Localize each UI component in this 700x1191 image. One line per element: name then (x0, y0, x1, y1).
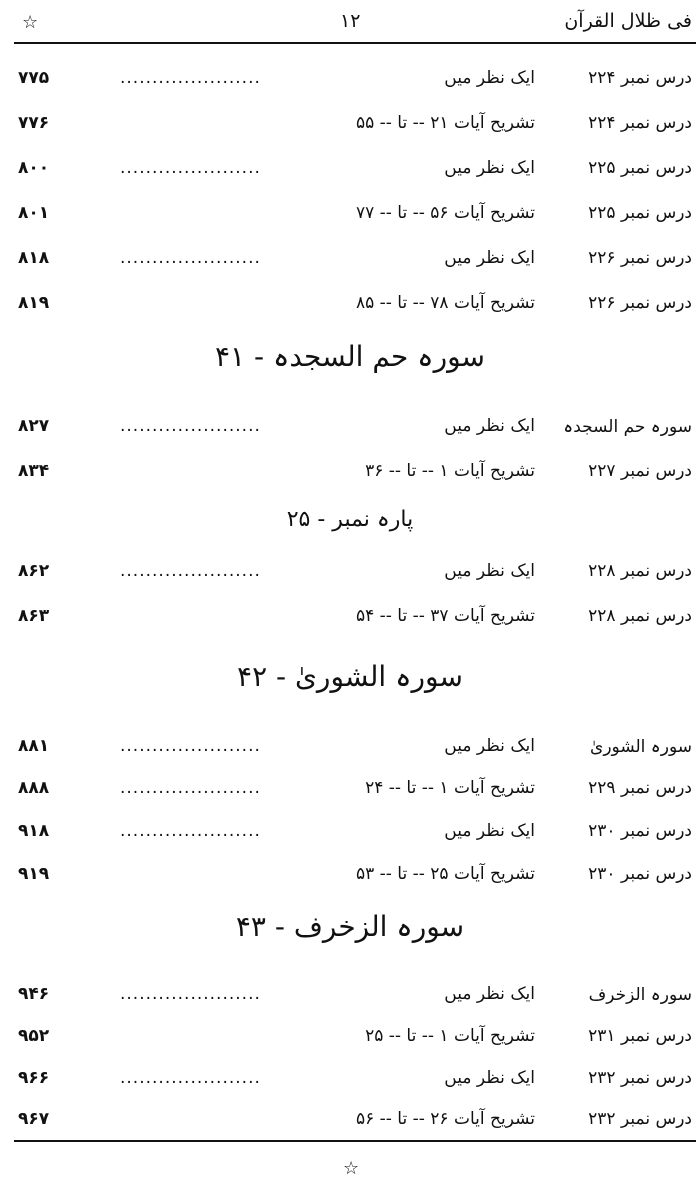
lesson-label: درس نمبر ۲۳۰ (588, 864, 692, 884)
lesson-description: ایک نظر میں (444, 416, 535, 436)
lesson-label: درس نمبر ۲۳۲ (588, 1109, 692, 1129)
page-reference: ۸۶۳ (18, 606, 50, 626)
lesson-label: درس نمبر ۲۲۴ (588, 68, 692, 88)
lesson-description: ایک نظر میں (444, 821, 535, 841)
star-icon: ☆ (22, 12, 39, 33)
dot-leader: ...................... (120, 68, 261, 88)
para-heading: پارہ نمبر - ۲۵ (286, 507, 414, 532)
toc-row (0, 455, 700, 491)
toc-row (0, 1020, 700, 1056)
surah-heading: سورہ الشوریٰ - ۴۲ (237, 660, 463, 693)
toc-row (0, 815, 700, 851)
header-rule (14, 42, 696, 44)
page-reference: ۹۱۹ (18, 864, 50, 884)
page-number: ١٢ (340, 10, 361, 32)
lesson-description: ایک نظر میں (444, 736, 535, 756)
surah-heading: سورہ حم السجدہ - ۴۱ (214, 340, 486, 373)
page-reference: ۹۱۸ (18, 821, 50, 841)
page-reference: ۸۰۱ (18, 203, 50, 223)
lesson-description: تشریح آیات ۱ -- تا -- ۲۴ (365, 778, 535, 798)
lesson-description: ایک نظر میں (444, 158, 535, 178)
toc-row (0, 410, 700, 446)
toc-row (0, 1103, 700, 1139)
lesson-description: تشریح آیات ۵۶ -- تا -- ۷۷ (355, 203, 535, 223)
lesson-label: سورہ حم السجدہ (563, 417, 692, 437)
dot-leader: ...................... (120, 984, 261, 1004)
lesson-description: ایک نظر میں (444, 248, 535, 268)
toc-row (0, 730, 700, 766)
page-reference: ۸۰۰ (18, 158, 50, 178)
toc-row (0, 858, 700, 894)
toc-row (0, 242, 700, 278)
book-title: فی ظلال القرآن (564, 10, 692, 32)
toc-row (0, 1062, 700, 1098)
page-reference: ۷۷۵ (18, 68, 50, 88)
lesson-label: درس نمبر ۲۳۲ (588, 1068, 692, 1088)
lesson-label: درس نمبر ۲۲۶ (588, 248, 692, 268)
dot-leader: ...................... (120, 1068, 261, 1088)
lesson-description: تشریح آیات ۲۵ -- تا -- ۵۳ (355, 864, 535, 884)
lesson-label: درس نمبر ۲۲۵ (588, 158, 692, 178)
toc-row (0, 555, 700, 591)
page-reference: ۹۵۲ (18, 1026, 50, 1046)
page-header (0, 8, 700, 38)
lesson-label: درس نمبر ۲۲۸ (588, 606, 692, 626)
dot-leader: ...................... (120, 778, 261, 798)
page-reference: ۷۷۶ (18, 113, 50, 133)
page-reference: ۸۳۴ (18, 461, 50, 481)
toc-row (0, 287, 700, 323)
dot-leader: ...................... (120, 736, 261, 756)
lesson-label: درس نمبر ۲۲۸ (588, 561, 692, 581)
dot-leader: ...................... (120, 561, 261, 581)
dot-leader: ...................... (120, 416, 261, 436)
lesson-description: تشریح آیات ۲۶ -- تا -- ۵۶ (355, 1109, 535, 1129)
lesson-description: تشریح آیات ۳۷ -- تا -- ۵۴ (355, 606, 535, 626)
page-reference: ۹۶۷ (18, 1109, 50, 1129)
toc-row (0, 600, 700, 636)
lesson-label: درس نمبر ۲۲۶ (588, 293, 692, 313)
lesson-description: تشریح آیات ۷۸ -- تا -- ۸۵ (355, 293, 535, 313)
page-reference: ۸۱۸ (18, 248, 50, 268)
dot-leader: ...................... (120, 158, 261, 178)
page-reference: ۹۴۶ (18, 984, 50, 1004)
dot-leader: ...................... (120, 821, 261, 841)
lesson-label: درس نمبر ۲۳۰ (588, 821, 692, 841)
lesson-description: تشریح آیات ۲۱ -- تا -- ۵۵ (355, 113, 535, 133)
page-reference: ۹۶۶ (18, 1068, 50, 1088)
footer-rule (14, 1140, 696, 1142)
lesson-label: درس نمبر ۲۲۷ (588, 461, 692, 481)
lesson-label: درس نمبر ۲۲۴ (588, 113, 692, 133)
toc-row (0, 772, 700, 808)
page-reference: ۸۲۷ (18, 416, 50, 436)
lesson-description: ایک نظر میں (444, 1068, 535, 1088)
toc-row (0, 107, 700, 143)
toc-row (0, 152, 700, 188)
lesson-label: سورہ الشوریٰ (590, 737, 692, 757)
page-reference: ۸۸۸ (18, 778, 50, 798)
lesson-label: درس نمبر ۲۲۵ (588, 203, 692, 223)
lesson-description: ایک نظر میں (444, 68, 535, 88)
lesson-label: سورہ الزخرف (588, 985, 692, 1005)
lesson-description: ایک نظر میں (444, 561, 535, 581)
toc-row (0, 62, 700, 98)
lesson-label: درس نمبر ۲۲۹ (588, 778, 692, 798)
toc-row (0, 978, 700, 1014)
lesson-description: تشریح آیات ۱ -- تا -- ۲۵ (365, 1026, 535, 1046)
star-icon: ☆ (343, 1158, 360, 1179)
page-reference: ۸۸۱ (18, 736, 50, 756)
surah-heading: سورہ الزخرف - ۴۳ (235, 910, 465, 943)
lesson-description: تشریح آیات ۱ -- تا -- ۳۶ (365, 461, 535, 481)
page-reference: ۸۱۹ (18, 293, 50, 313)
dot-leader: ...................... (120, 248, 261, 268)
lesson-description: ایک نظر میں (444, 984, 535, 1004)
toc-row (0, 197, 700, 233)
lesson-label: درس نمبر ۲۳۱ (588, 1026, 692, 1046)
page-reference: ۸۶۲ (18, 561, 50, 581)
